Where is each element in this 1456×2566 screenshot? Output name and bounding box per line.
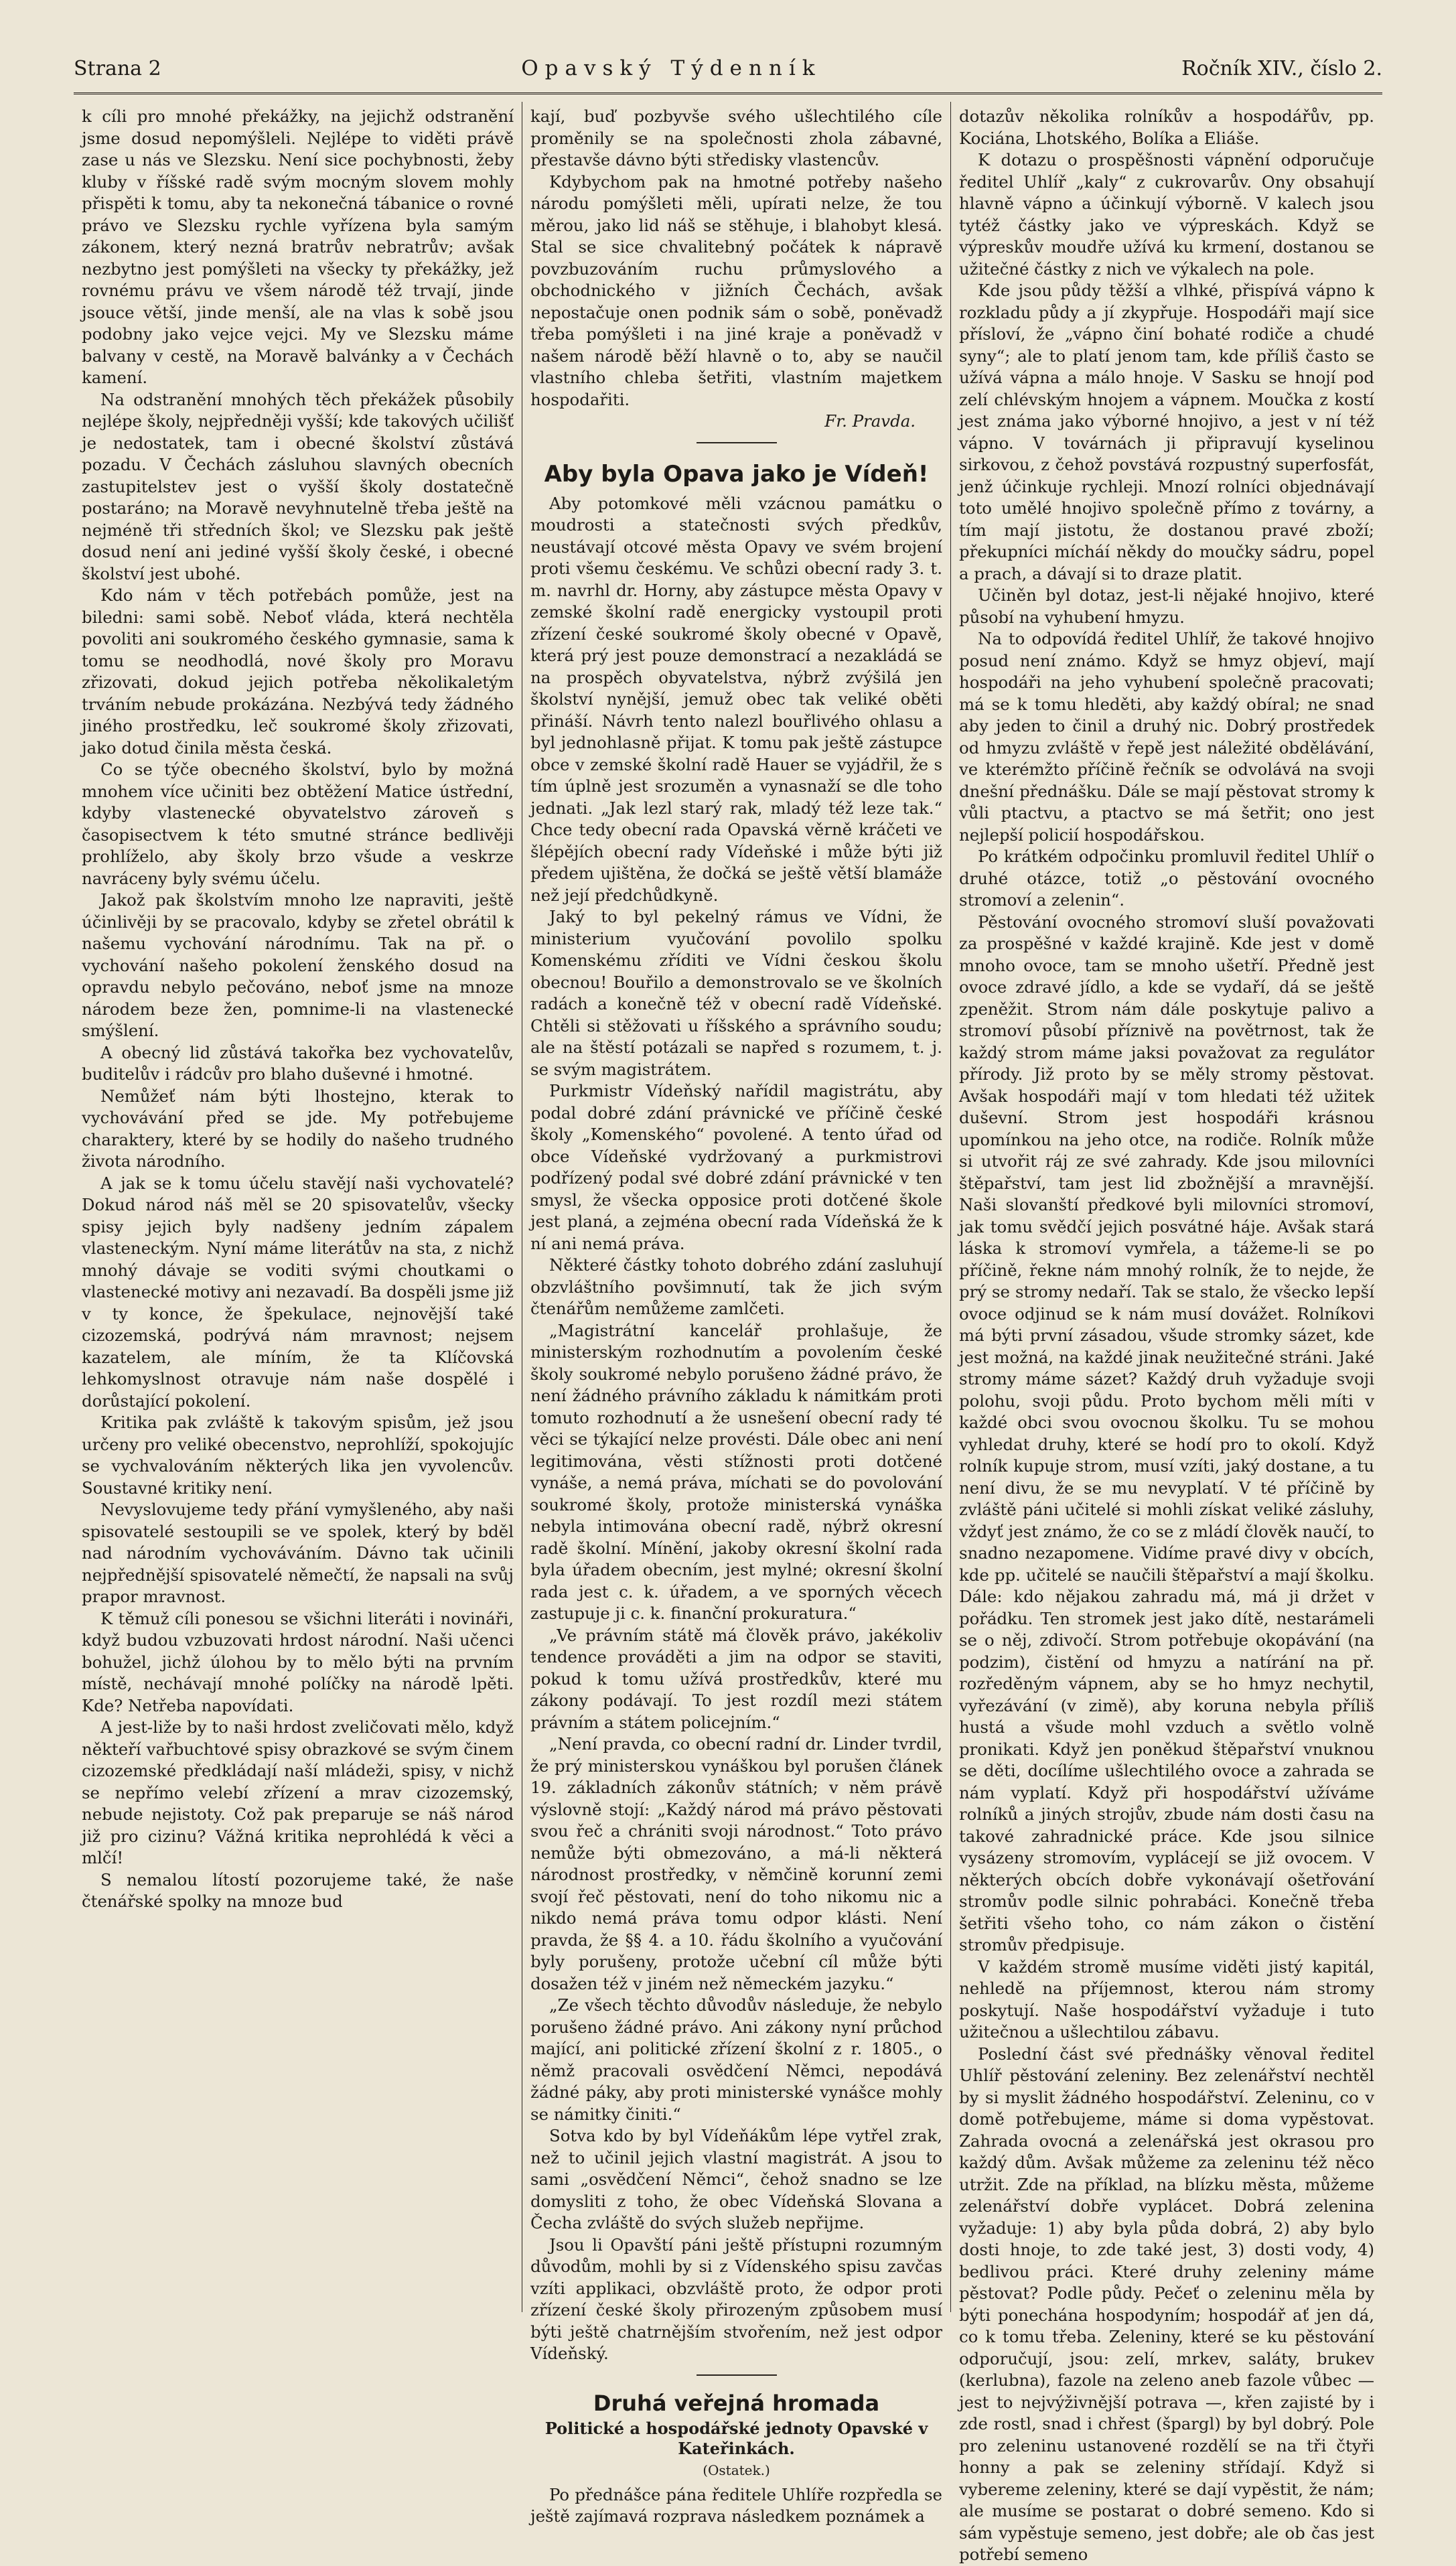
section-divider bbox=[697, 2374, 777, 2376]
paragraph: K dotazu o prospěšnosti vápnění odporučuje ředitel Uhlíř „kaly“ z cukrovarův. Ony obsahují hlavně vápno a účinkují výborně. V kalech jsou tytéž částky jako ve výpreskách. Když se výpreskův moudře užívá ku krmení, dostanou se užitečné částky z nich ve výkalech na pole. bbox=[959, 150, 1374, 279]
continuation-note: (Ostatek.) bbox=[703, 2462, 770, 2478]
paragraph: „Magistrátní kancelář prohlašuje, že ministerským rozhodnutím a povolením české školy soukromé nebylo porušeno žádné právo, že není žádného právního základu k námitkám proti tomuto rozhodnutí a že usnešení obecní rady té věci se týkající nelze provésti. Dále obec ani není legitimována, věsti stížnosti proti dotčené vynáše, a nemá práva, míchati se do povolování soukromé školy, protože ministerská vynáška nebyla intimována obecní radě, nýbrž okresní radě školní. Mínění, jakoby okresní školní rada byla úřadem obecním, jest mylné; okresní školní rada jest c. k. úřadem, a ve sporných věcech zastupuje ji c. k. finanční prokuratura.“ bbox=[530, 1320, 942, 1623]
paragraph: Kdo nám v těch potřebách pomůže, jest na biledni: sami sobě. Neboť vláda, která nechtěla povoliti ani soukromého českého gymnasie, sama k tomu se neodhodlá, nové školy pro Moravu zřizovati, dokud jejich potřeba několikaletým trváním nebude prokázána. Nezbývá tedy žádného jiného prostředku, leč soukromé školy zřizovati, jako dotud činila města česká. bbox=[82, 585, 514, 758]
paragraph: Nemůžeť nám býti lhostejno, kterak to vychovávání před se jde. My potřebujeme charaktery, které by se hodily do našeho trudného života národního. bbox=[82, 1086, 514, 1171]
paragraph: A jest-liže by to naši hrdost zveličovati mělo, když někteří vařbuchtové spisy obrazkové se svým činem cizozemské předkládají naší mládeži, spisy, v nichž se nepřímo velebí zřízení a mrav cizozemský, nebude nejistoty. Což pak preparuje se náš národ již pro cizinu? Vážná kritika neprohlédá k věci a mlčí! bbox=[82, 1717, 514, 1867]
paragraph: Jaký to byl pekelný rámus ve Vídni, že ministerium vyučování povolilo spolku Komenskému zříditi ve Vídni českou školu obecnou! Bouřilo a demonstrovalo se ve školních radách a konečně též v obecní radě Vídeňské. Chtěli si stěžovati u říšského a správního soudu; ale na štěstí potázali se napřed s rozumem, t. j. se svým magistrátem. bbox=[530, 907, 942, 1079]
paragraph: Po krátkém odpočinku promluvil ředitel Uhlíř o druhé otázce, totiž „o pěstování ovocného stromoví a zelenin“. bbox=[959, 847, 1374, 910]
page-header bbox=[74, 48, 1382, 88]
column-2 bbox=[522, 102, 951, 2526]
article-heading: Aby byla Opava jako je Vídeň! bbox=[544, 460, 929, 488]
paragraph: „Ze všech těchto důvodův následuje, že nebylo porušeno žádné právo. Ani zákony nyní průchod mající, ani politické zřízení školní z r. 1805., o němž pracovali osvědčení Němci, nepodává žádné páky, aby proti ministerské vynášce mohly se námitky činiti.“ bbox=[530, 1995, 942, 2124]
paragraph: Po přednášce pána ředitele Uhlíře rozpředla se ještě zajímavá rozprava následkem poznámek a bbox=[530, 2484, 942, 2526]
paragraph: Poslední část své přednášky věnoval ředitel Uhlíř pěstování zeleniny. Bez zelenářství nechtěl by si myslit žádného hospodářství. Zeleninu, co v domě potřebujeme, máme si doma vypěstovat. Zahrada ovocná a zelenářská jest okrasou pro každý dům. Avšak můžeme za zeleninu též něco utržit. Zde na příklad, na blízku města, můžeme zelenářství dobře vyplácet. Dobrá zelenina vyžaduje: 1) aby byla půda dobrá, 2) aby bylo dosti hnoje, to zde také jest, 3) dosti vody, 4) bedlivou práci. Které druhy zeleniny máme pěstovat? Podle půdy. Pečeť o zeleninu měla by býti ponechána hospodyním; hospodář ať jen dá, co k tomu třeba. Zeleniny, které se ku pěstování odporučují, jsou: zelí, mrkev, saláty, brukev (kerlubna), fazole na zeleno aneb fazole vůbec — jest to nejvýživnější potrava —, křen zajisté by i zde rostl, snad i chřest (špargl) by byl dobrý. Pole pro zeleninu ustanovené rozdělí se na tři čtyři honny a pak se zeleniny střídají. Když si vybereme zeleniny, které se dají vypěstit, že nám; ale musíme se postarat o dobré semeno. Kdo si sám vypěstuje semeno, jest dobře; ale ob čas jest potřebí semeno bbox=[959, 2044, 1374, 2564]
paragraph: Kritika pak zvláště k takovým spisům, jež jsou určeny pro veliké obecenstvo, neprohlíží, spokojujíc se vychvalováním některých lika jen vyvolencův. Soustavné kritiky není. bbox=[82, 1413, 514, 1498]
paragraph: Některé částky tohoto dobrého zdání zasluhují obzvláštního povšimnutí, tak že jich svým čtenářům nemůžeme zamlčeti. bbox=[530, 1255, 942, 1318]
paragraph: Sotva kdo by byl Vídeňákům lépe vytřel zrak, než to učinil jejich vlastní magistrát. A jsou to sami „osvědčení Němci“, čehož snadno se lze domysliti z toho, že obec Vídeňská Slovana a Čecha zvláště do svých služeb nepřijme. bbox=[530, 2126, 942, 2232]
paragraph: Pěstování ovocného stromoví sluší považovati za prospěšné v každé krajině. Kde jest v domě mnoho ovoce, tam se mnoho ušetří. Předně jest ovoce zdravé jídlo, a kde se vydaří, dá se ještě zpeněžit. Strom nám dále poskytuje palivo a stromoví působí příznivě na povětrnost, tak že každý strom máme jaksi považovat za regulátor přírody. Již proto by se měly stromy pěstovat. Avšak hospodáři mají v tom hledati též užitek duševní. Strom jest hospodáři krásnou upomínkou na jeho otce, na rodiče. Rolník může si utvořit ráj ze své zahrady. Kde jsou milovníci štěpařství, tam jest lid zbožnější a mravnější. Naši slovanští předkové byli milovníci stromoví, jak tomu svědčí jejich posvátné háje. Avšak stará láska k stromoví vymřela, a tážeme-li se po příčině, řekne nám mnohý rolník, že to nejde, že prý se stromy nedaří. Tak se stalo, že všecko lepší ovoce odjinud se k nám musí dovážet. Rolníkovi má býti první zásadou, všude stromky sázet, kde jest možná, na každé jinak neužitečné stráni. Jaké stromy máme sázet? Každý druh vyžaduje svoji polohu, svoji půdu. Proto bychom měli míti v každé obci svou ovocnou školku. Tu se mohou vyhledat druhy, které se hodí pro to okolí. Když rolník kupuje strom, musí vzíti, jaký dostane, a tu není divu, že se mu nevyplatí. V té příčině by zvláště páni učitelé si mohli získat veliké zásluhy, vždyť jest známo, že co se z mládí člověk naučí, to snadno nezapomene. Vidíme pravé divy v obcích, kde pp. učitelé se naučili štěpařství a mají školku. Dále: kdo nějakou zahradu má, má ji držet v pořádku. Ten stromek jest jako dítě, nestarámeli se o něj, zdivočí. Strom potřebuje okopávání (na podzim), čistění od hmyzu a natírání na př. rozředěným vápnem, aby se ho hmyz nechytil, vyřezávání (v zimě), aby koruna nebyla příliš hustá a všude mohl vzduch a světlo volně pronikati. Když jen poněkud štěpařství vnuknou se děti, docílíme ušlechtilého ovoce a zahrada se nám vyplatí. Když při hospodářství užíváme rolníků a jiných strojův, zbude nám dosti času na takové zahradnické práce. Kde jsou silnice vysázeny stromovím, vyplácejí se již ovocem. V některých obcích dobře vykonávají ošetřování stromův podle silnic pohrabáci. Konečně třeba šetřiti všeho toho, co nám zákon o čistění stromův předpisuje. bbox=[959, 912, 1374, 1954]
paragraph: Kde jsou půdy těžší a vlhké, přispívá vápno k rozkladu půdy a jí zkypřuje. Hospodáři mají sice přísloví, že „vápno činí bohaté rodiče a chudé syny“; ale to platí jenom tam, kde příliš často se užívá vápna a málo hnoje. V Sasku se hnojí pod zelí chlévským hnojem a vápnem. Moučka z kostí jest známa jako výborné hnojivo, a jest v ní též vápno. V továrnách ji připravují kyselinou sirkovou, z čehož povstává rozpustný superfosfát, jenž účinkuje rychleji. Mnozí rolníci objednávají toto umělé hnojivo společně přímo z továrny, a tím mají jistotu, že dostanou pravé zboží; překupníci mícháí někdy do moučky sádru, popel a prach, a dávají si to draze platit. bbox=[959, 281, 1374, 583]
paragraph: S nemalou lítostí pozorujeme také, že naše čtenářské spolky na mnoze bud bbox=[82, 1869, 514, 1911]
paragraph: Jakož pak školstvím mnoho lze napraviti, ještě účinlivěji by se pracovalo, kdyby se zřetel obrátil k našemu vychování národnímu. Tak na př. o vychování našeho pokolení ženského dosud na opravdu nebylo pečováno, neboť jsme na mnoze národem beze žen, pomnime-li na vlastenecké smýšlení. bbox=[82, 890, 514, 1040]
paragraph: Na odstranění mnohých těch překážek působily nejlépe školy, nejpředněji vyšší; kde takových učilišť je nedostatek, tam i obecné školství zůstává pozadu. V Čechách zásluhou slavných obecních zastupitelstev jest o vyšší školy dostatečně postaráno; na Moravě nevyhnutelně třeba ještě na nejméně tři středních škol; ve Slezsku pak ještě dosud není ani jediné vyšší školy české, i obecné školství jest ubohé. bbox=[82, 389, 514, 583]
paragraph: k cíli pro mnohé překážky, na jejichž odstranění jsme dosud nepomýšleli. Nejlépe to viděti právě zase u nás ve Slezsku. Není sice pochybnosti, žeby kluby v říšské radě svým mocným slovem mohly přispěti k tomu, aby ta nekonečná tábanice o rovné právo ve Slezsku rychle vyřízena byla samým zákonem, který nezná bratrův nebratrův; avšak nezbytno jest pomýšleti na všecky ty překážky, jež rovnému právu ve všem národě též trvají, jinde jsouce větší, jinde menší, ale na vlas k sobě jsou podobny jako vejce vejci. My ve Slezsku máme balvany v cestě, na Moravě balvánky a v Čechách kamení. bbox=[82, 106, 514, 387]
paragraph: V každém stromě musíme viděti jistý kapitál, nehledě na příjemnost, kterou nám stromy poskytují. Naše hospodářství vyžaduje i tuto užitečnou a ušlechtilou zábavu. bbox=[959, 1956, 1374, 2042]
masthead-title: Opavský Týdenník bbox=[521, 56, 822, 80]
header-rule bbox=[74, 92, 1382, 94]
paragraph: A jak se k tomu účelu stavějí naši vychovatelé? Dokud národ náš měl se 20 spisovatelův, všecky spisy jejich byly nadšeny jedním zápalem vlasteneckým. Nyní máme literátův na sta, z nichž mnohý dávaje se voditi svými choutkami o vlastenecké motivy ani nezavadí. Ba dospěli jsme již v ty konce, že špekulace, nejnovější také cizozemská, podrývá nám mravnost; nejsem kazatelem, ale míním, že ta Klíčovská lehkomyslnost otravuje nám naše dospělé i dorůstající pokolení. bbox=[82, 1173, 514, 1411]
paragraph: Učiněn byl dotaz, jest-li nějaké hnojivo, které působí na vyhubení hmyzu. bbox=[959, 585, 1374, 627]
page-number: Strana 2 bbox=[74, 56, 161, 80]
section-divider bbox=[697, 442, 777, 443]
paragraph: „Není pravda, co obecní radní dr. Linder tvrdil, že prý ministerskou vynáškou byl porušen článek 19. základních zákonův státních; v něm právě výslovně stojí: „Každý národ má právo pěstovati svou řeč a chrániti svoji národnost.“ Toto právo nemůže býti obmezováno, a má-li některá národnost prostředky, v němčině korunní zemi svojí řeč pěstovati, není do toho nikomu nic a nikdo nemá práva tomu odpor klásti. Není pravda, že §§ 4. a 10. řádu školního a vyučování byly porušeny, protože učební cíl může býti dosažen též v jiném než německém jazyku.“ bbox=[530, 1734, 942, 1993]
paragraph: kají, buď pozbyvše svého ušlechtilého cíle proměnily se na společnosti zhola zábavné, přestavše dávno býti středisky vlastencův. bbox=[530, 106, 942, 169]
article-heading: Druhá veřejná hromada bbox=[593, 2390, 880, 2416]
paragraph: dotazův několika rolníkův a hospodářův, pp. Kociána, Lhotského, Bolíka a Eliáše. bbox=[959, 106, 1374, 148]
column-3 bbox=[951, 102, 1382, 2564]
paragraph: K těmuž cíli ponesou se všichni literáti i novináři, když budou vzbuzovati hrdost národní. Naši učenci bohužel, jichž úlohou by to mělo býti na prvním místě, nechávají mnohé políčky na národě lpěti. Kde? Netřeba napovídati. bbox=[82, 1608, 514, 1715]
paragraph: Purkmistr Vídeňský nařídil magistrátu, aby podal dobré zdání právnické ve příčině české školy „Komenského“ povolené. A tento úřad od obce Vídeňské vydržovaný a purkmistrovi podřízený podal své dobré zdání právnické v ten smysl, že všecka opposice proti dotčené škole jest planá, a zejména obecní rada Vídeňská že k ní ani nemá práva. bbox=[530, 1081, 942, 1253]
paragraph: A obecný lid zůstává takořka bez vychovatelův, buditelův i rádcův pro blaho duševné i hmotné. bbox=[82, 1042, 514, 1084]
author-signature: Fr. Pravda. bbox=[824, 411, 916, 431]
column-1 bbox=[74, 102, 522, 2312]
paragraph: Na to odpovídá ředitel Uhlíř, že takové hnojivo posud není známo. Když se hmyz objeví, mají hospodáři na jeho vyhubení společně pracovati; má se k tomu hleděti, aby každý obíral; ne snad aby jeden to činil a druhý nic. Dobrý prostředek od hmyzu zvláště v řepě jest náležité obdělávání, ve kterémžto příčině řečník se odvolává na svoji dnešní přednášku. Dále se mají pěstovat stromy k vůli ptactvu, a ptactvo se má šetřit; ono jest nejlepší policií hospodářskou. bbox=[959, 629, 1374, 845]
paragraph: Nevyslovujeme tedy přání vymyšleného, aby naši spisovatelé sestoupili se ve spolek, který by bděl nad národním vychováváním. Dávno tak učinili nejpřednější spisovatelé němečtí, že napsali na svůj prapor mravnost. bbox=[82, 1500, 514, 1606]
paragraph: „Ve právním státě má člověk právo, jakékoliv tendence prováděti a jim na odpor se staviti, pokud k tomu užívá prostředkův, které mu zákony podávají. To jest rozdíl mezi státem právním a státem policejním.“ bbox=[530, 1625, 942, 1732]
paragraph: Co se týče obecného školství, bylo by možná mnohem více učiniti bez obtěžení Matice ústřední, kdyby vlastenecké obyvatelstvo zároveň s časopisectvem k této smutné stránce bedlivěji prohlíželo, aby školy brzo všude a veskrze navráceny byly svému účelu. bbox=[82, 760, 514, 888]
paragraph: Kdybychom pak na hmotné potřeby našeho národu pomýšleti měli, upírati nelze, že tou měrou, jako lid náš se stěhuje, i blahobyt klesá. Stal se sice chvalitebný počátek k nápravě povzbuzováním ruchu průmyslového a obchodnického v jižních Čechách, avšak nepostačuje onen podnik sám o sobě, poněvadž třeba pomýšleti i na jiné kraje a poněvadž v našem národě běží hlavně o to, aby se naučil vlastního chleba šetřiti, vlastním majetkem hospodařiti. bbox=[530, 171, 942, 409]
paragraph: Aby potomkové měli vzácnou památku o moudrosti a statečnosti svých předkův, neustávají otcové města Opavy ve svém brojení proti všemu českému. Ve schůzi obecní rady 3. t. m. navrhl dr. Horny, aby zástupce města Opavy v zemské školní radě energicky vystoupil proti zřízení české soukromé školy obecné v Opavě, která prý jest pouze demonstrací a nezakládá se na prospěch obyvatelstva, nýbrž zvýšilá jen školství nynější, jemuž obec tak veliké oběti přináší. Návrh tento nalezl bouřlivého ohlasu a byl jednohlasně přijat. K tomu pak ještě zástupce obce v zemské školní radě Hauer se vyjádřil, že s tím úplně jest srozuměn a vynasnaží se dle toho jednati. „Jak lezl starý rak, mladý též leze tak.“ Chce tedy obecní rada Opavská věrně kráčeti ve šlépějích obecní rady Vídeňské i může býti již předem ujištěna, že dočká se ještě větší blamáže než její předchůdkyně. bbox=[530, 493, 942, 905]
volume-issue: Ročník XIV., číslo 2. bbox=[1181, 56, 1382, 80]
columns bbox=[74, 102, 1382, 2564]
paragraph: Jsou li Opavští páni ještě přístupni rozumným důvodům, mohli by si z Vídenského spisu zavčas vzíti applikaci, obzvláště proto, že odpor proti zřízení české školy přirozeným způsobem musí býti ještě chatrnějším stvořením, než jest odpor Vídeňský. bbox=[530, 2234, 942, 2363]
article-subheading: Politické a hospodářské jednoty Opavské v Kateřinkách. bbox=[544, 2418, 928, 2458]
